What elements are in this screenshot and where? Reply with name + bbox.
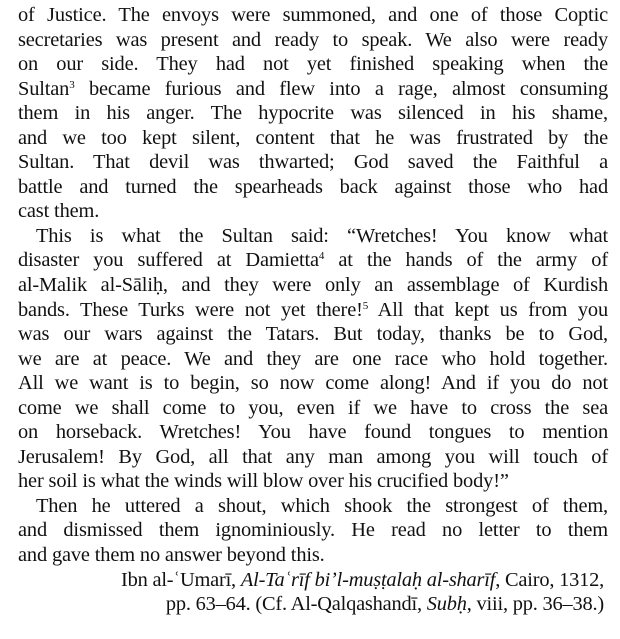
footnote-marker-5: 5 (362, 299, 369, 312)
text-line: secretaries was present and ready to speak. We also were ready (18, 28, 608, 51)
paragraph-2 (18, 224, 608, 494)
text-fragment: bands. These Turks were not yet there! (18, 298, 363, 321)
text-line: Then he uttered a shout, which shook the strongest of them, (36, 494, 608, 517)
text-line: was our wars against the Tatars. But today, thanks be to God, (18, 323, 608, 346)
text-fragment: Sultan (18, 77, 70, 100)
citation-cf-title: Subḥ (426, 593, 467, 616)
text-line: them in his anger. The hypocrite was silenced in his shame, (18, 102, 608, 125)
citation-pages: pp. 63–64. (Cf. Al-Qalqashandī, (165, 593, 427, 616)
text-line: and we too kept silent, content that he was frustrated by the (18, 126, 608, 149)
text-line: Jerusalem! By God, all that any man among you will touch of (18, 445, 608, 468)
footnote-marker-3: 3 (69, 78, 75, 91)
text-line: and dismissed them ignominiously. He read no letter to them (18, 519, 608, 542)
citation-line-2 (18, 592, 608, 617)
text-line: on horseback. Wretches! You have found tongues to mention (18, 421, 608, 444)
text-line: we are at peace. We and they are one race who hold together. (18, 347, 608, 370)
text-line (18, 77, 608, 102)
citation-title: Al-Taʿrīf biʼl-muṣṭalaḥ al-sharīf (240, 568, 496, 591)
text-fragment: became furious and flew into a rage, almost consuming (74, 77, 608, 100)
text-line: and gave them no answer beyond this. (18, 544, 325, 567)
paragraph-1 (18, 3, 608, 224)
text-line: This is what the Sultan said: “Wretches! You know what (36, 224, 608, 247)
text-fragment: All that kept us from you (368, 298, 608, 321)
citation-line-1 (18, 568, 608, 593)
text-line: al-Malik al-Sāliḥ, and they were only an assemblage of Kurdish (18, 274, 608, 297)
citation (18, 568, 608, 617)
document-page (18, 3, 608, 617)
text-fragment: at the hands of the army of (324, 249, 608, 272)
text-line: on our side. They had not yet finished speaking when the (18, 53, 608, 76)
text-line: her soil is what the winds will blow over his crucified body!” (18, 470, 509, 493)
text-line: Sultan. That devil was thwarted; God saved the Faithful a (18, 151, 608, 174)
text-line: come we shall come to you, even if we have to cross the sea (18, 396, 608, 419)
citation-author: Ibn al-ʿUmarī, (120, 568, 241, 591)
text-line: All we want is to begin, so now come along! And if you do not (18, 372, 608, 395)
text-line: battle and turned the spearheads back against those who had (18, 175, 608, 198)
citation-place-year: , Cairo, 1312, (495, 568, 604, 591)
text-line: of Justice. The envoys were summoned, and one of those Coptic (18, 4, 608, 26)
text-line: cast them. (18, 200, 100, 223)
paragraph-3 (18, 494, 608, 568)
citation-cf-rest: , viii, pp. 36–38.) (466, 593, 604, 616)
text-line (18, 298, 608, 323)
footnote-marker-4: 4 (318, 250, 325, 263)
text-line (18, 248, 608, 273)
text-fragment: disaster you suffered at Damietta (18, 249, 319, 272)
